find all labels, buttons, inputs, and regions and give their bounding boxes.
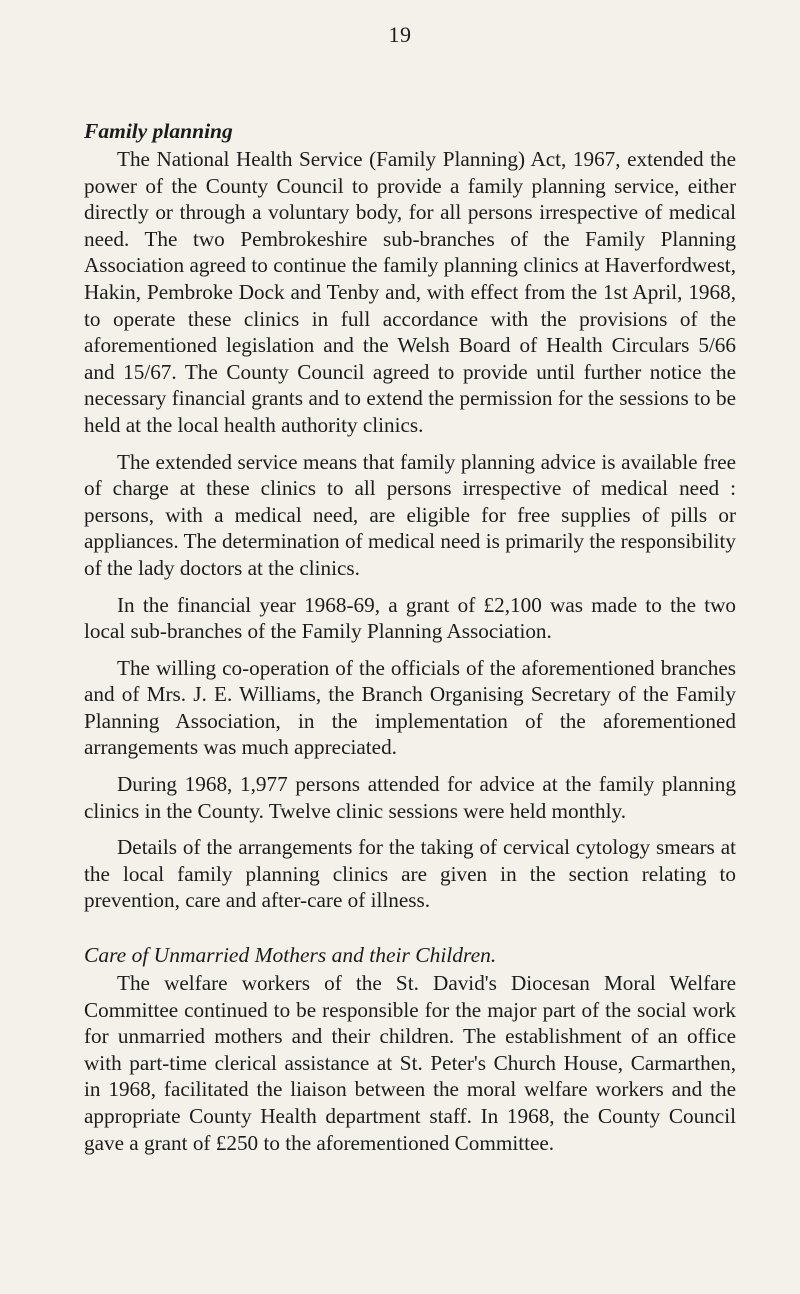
paragraph: In the financial year 1968-69, a grant of £2,100 was made to the two local sub-branches of the Family Planning Association. <box>84 592 736 644</box>
paragraph: The extended service means that family planning advice is available free of charge at these clinics to all persons irrespective of medical need : persons, with a medical need, are eligible for free supplies of pills or appliances. The determination of medical need is primarily the responsibility of the lady doctors at the clinics. <box>84 449 736 580</box>
page-content <box>84 118 736 1156</box>
section-heading-unmarried-mothers: Care of Unmarried Mothers and their Children. <box>84 943 497 968</box>
section-heading-family-planning: Family planning <box>84 119 233 143</box>
paragraph: The welfare workers of the St. David's Diocesan Moral Welfare Committee continued to be responsible for the major part of the social work for unmarried mothers and their children. The establishment of an office with part-time clerical assistance at St. Peter's Church House, Carmarthen, in 1968, facilitated the liaison between the moral welfare workers and the appropriate County Health department staff. In 1968, the County Council gave a grant of £250 to the aforementioned Committee. <box>84 971 736 1155</box>
paragraph: During 1968, 1,977 persons attended for advice at the family planning clinics in the County. Twelve clinic sessions were held monthly. <box>84 772 736 823</box>
paragraph: The National Health Service (Family Planning) Act, 1967, extended the power of the County Council to provide a family planning service, either directly or through a voluntary body, for all persons irrespective of medical need. The two Pembrokeshire sub-branches of the Family Planning Association agreed to continue the family planning clinics at Haverfordwest, Hakin, Pembroke Dock and Tenby and, with effect from the 1st April, 1968, to operate these clinics in full accordance with the provisions of the aforementioned legislation and the Welsh Board of Health Circulars 5/66 and 15/67. The County Council agreed to provide until further notice the necessary financial grants and to extend the permission for the sessions to be held at the local health authority clinics. <box>84 147 736 437</box>
page-number: 19 <box>388 22 412 47</box>
paragraph: Details of the arrangements for the taking of cervical cytology smears at the local family planning clinics are given in the section relating to prevention, care and after-care of illness. <box>84 835 736 913</box>
paragraph: The willing co-operation of the officials of the aforementioned branches and of Mrs. J. E. Williams, the Branch Organising Secretary of the Family Planning Association, in the implementation of the aforementioned arrangements was much appreciated. <box>84 655 736 760</box>
